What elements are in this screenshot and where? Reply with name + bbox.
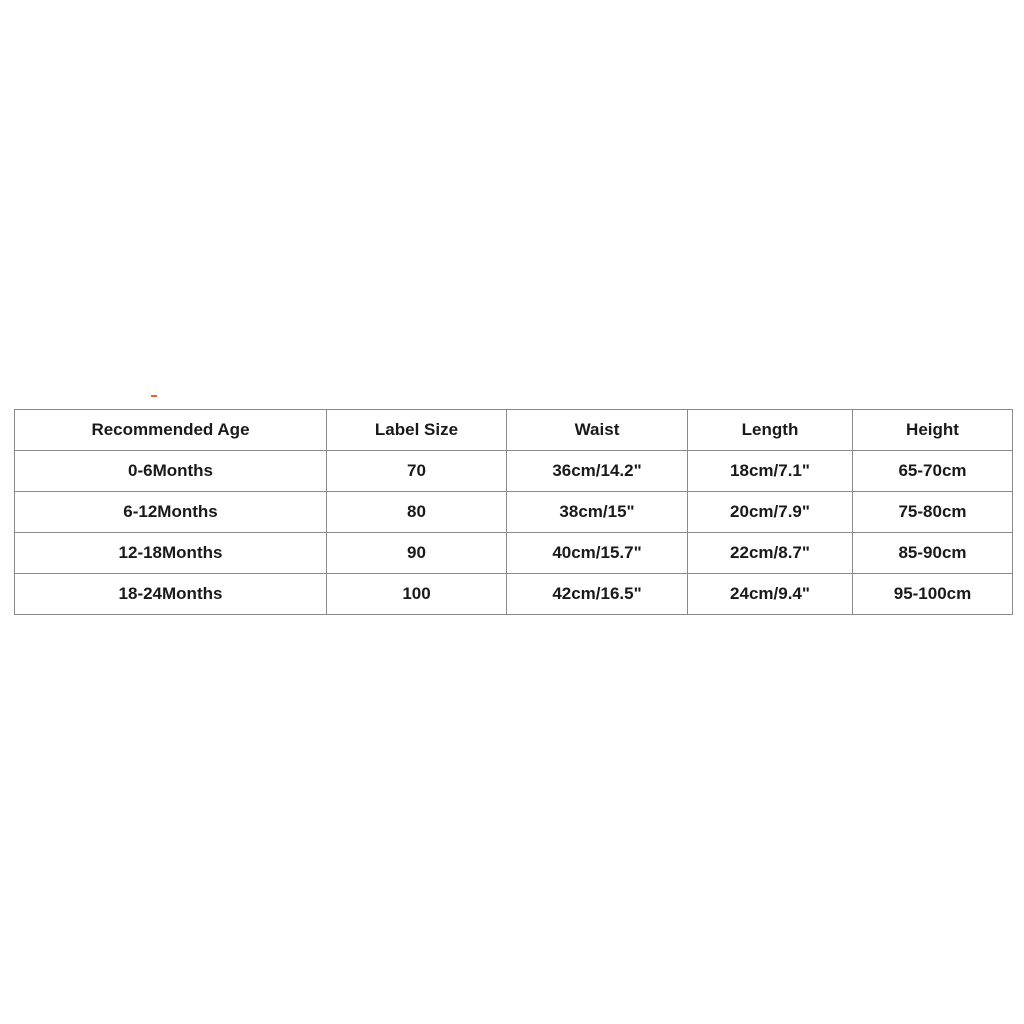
header-recommended-age: Recommended Age [15, 410, 327, 451]
header-label-size: Label Size [327, 410, 507, 451]
cell-height: 85-90cm [853, 533, 1013, 574]
table-row [15, 492, 1013, 533]
table-row [15, 451, 1013, 492]
table-row [15, 533, 1013, 574]
cell-label-size: 90 [327, 533, 507, 574]
cell-age: 6-12Months [15, 492, 327, 533]
cell-length: 22cm/8.7" [688, 533, 853, 574]
cell-waist: 38cm/15" [507, 492, 688, 533]
header-length: Length [688, 410, 853, 451]
cell-label-size: 80 [327, 492, 507, 533]
cell-height: 95-100cm [853, 574, 1013, 615]
header-waist: Waist [507, 410, 688, 451]
cell-age: 0-6Months [15, 451, 327, 492]
cell-label-size: 100 [327, 574, 507, 615]
header-height: Height [853, 410, 1013, 451]
cell-height: 75-80cm [853, 492, 1013, 533]
table-header-row [15, 410, 1013, 451]
table-row [15, 574, 1013, 615]
cell-waist: 36cm/14.2" [507, 451, 688, 492]
cell-waist: 42cm/16.5" [507, 574, 688, 615]
cell-waist: 40cm/15.7" [507, 533, 688, 574]
red-dash-mark [151, 395, 157, 397]
cell-length: 20cm/7.9" [688, 492, 853, 533]
size-chart-table [14, 409, 1013, 615]
cell-length: 24cm/9.4" [688, 574, 853, 615]
cell-age: 18-24Months [15, 574, 327, 615]
cell-height: 65-70cm [853, 451, 1013, 492]
cell-label-size: 70 [327, 451, 507, 492]
cell-length: 18cm/7.1" [688, 451, 853, 492]
cell-age: 12-18Months [15, 533, 327, 574]
